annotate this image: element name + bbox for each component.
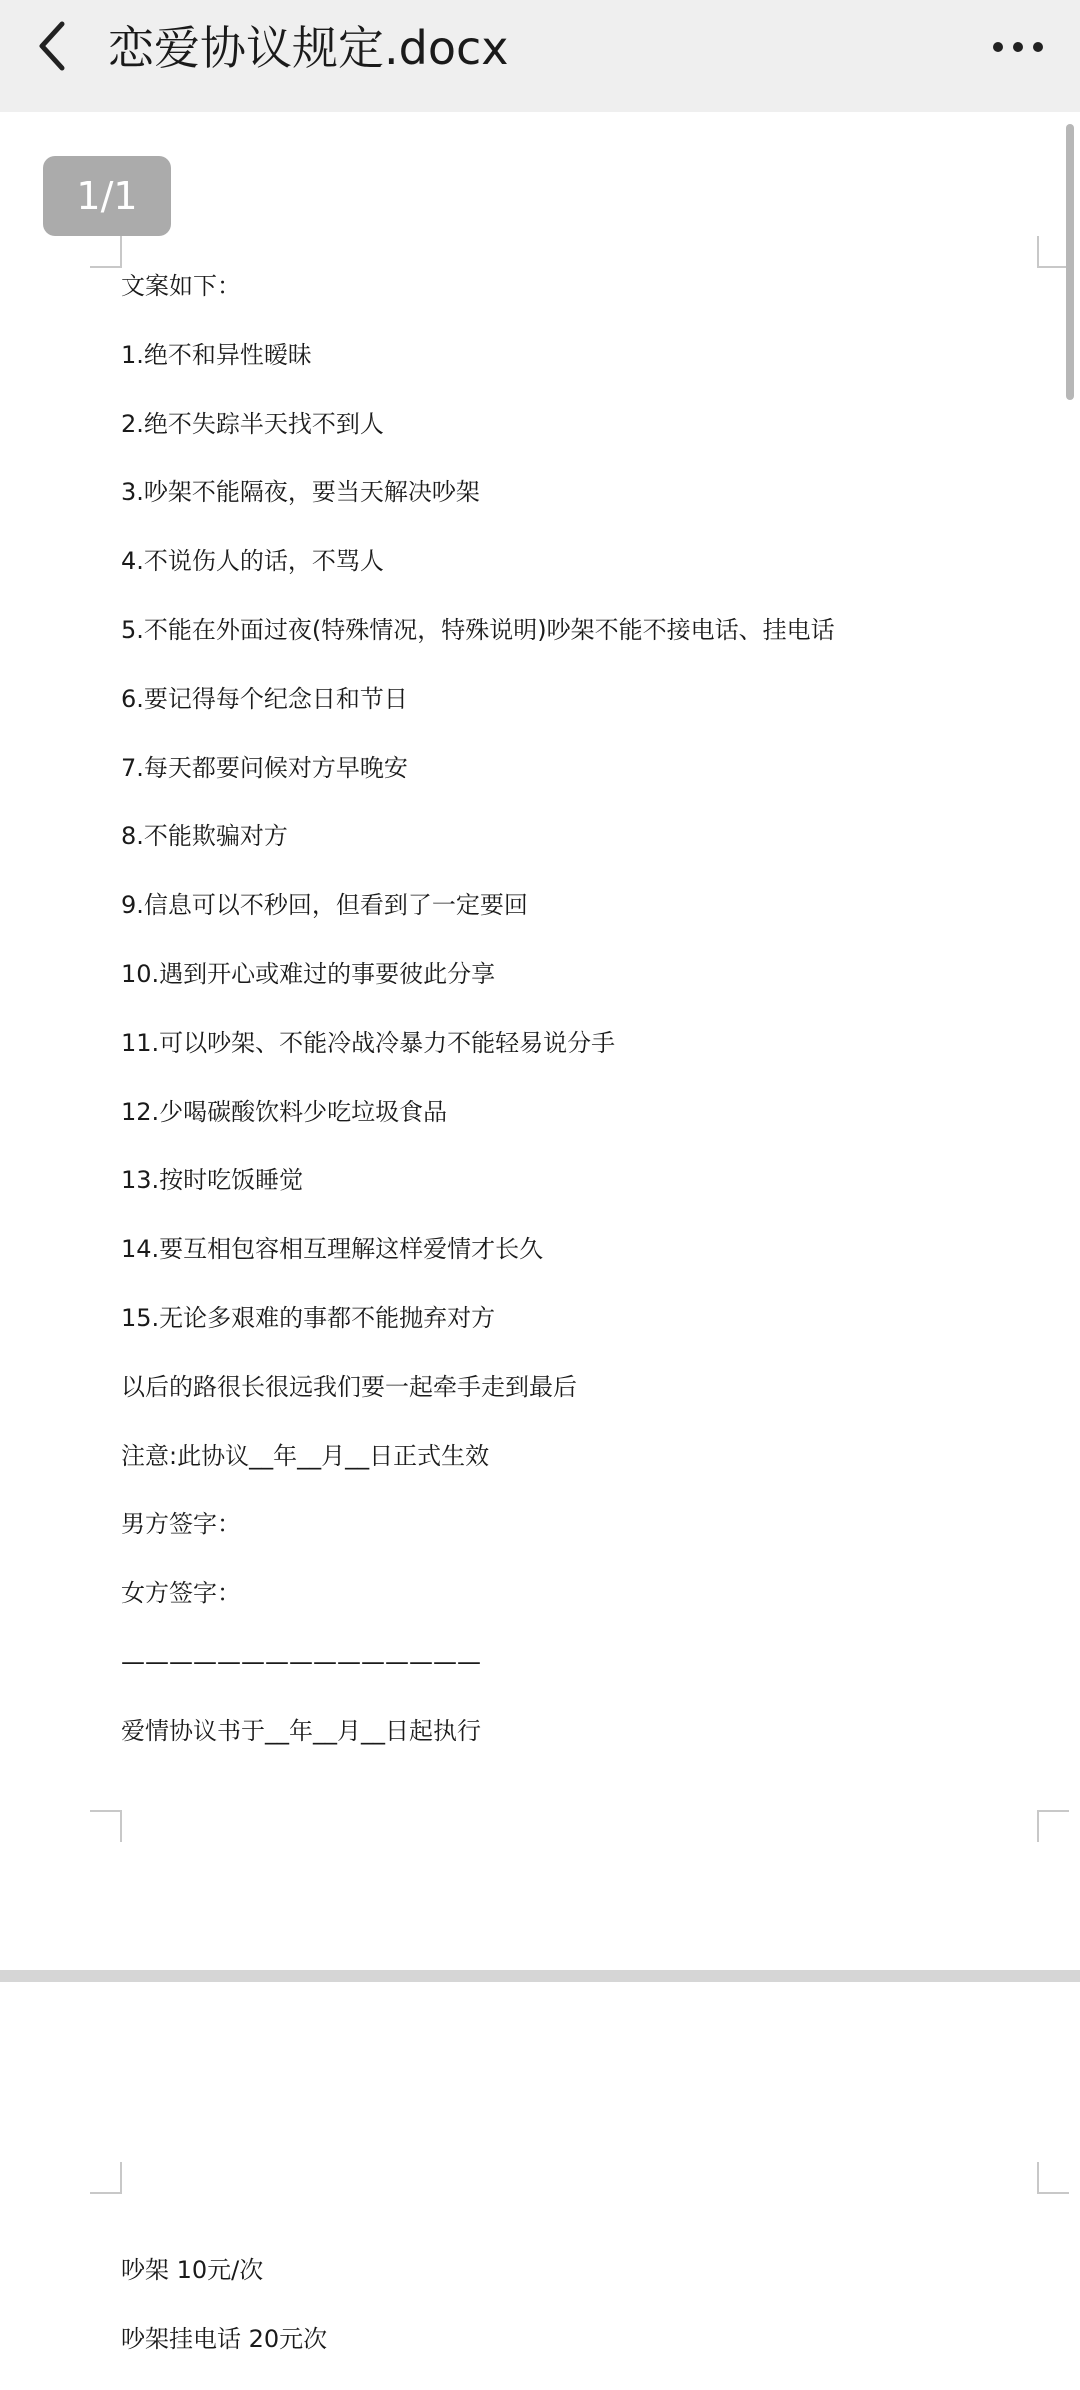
document-line: 14.要互相包容相互理解这样爱情才长久	[121, 1235, 544, 1264]
more-options-button[interactable]	[986, 22, 1050, 72]
document-line: 3.吵架不能隔夜，要当天解决吵架	[121, 478, 480, 507]
document-body	[121, 2252, 327, 2390]
document-line: 以后的路很长很远我们要一起牵手走到最后	[121, 1372, 577, 1401]
document-line: 12.少喝碳酸饮料少吃垃圾食品	[121, 1097, 448, 1126]
document-viewer[interactable]	[0, 112, 1080, 2353]
document-line: 吵架挂电话 20元次	[121, 2324, 328, 2353]
document-body	[121, 268, 835, 1782]
page-corner-mark	[90, 2162, 122, 2194]
scrollbar-thumb[interactable]	[1066, 124, 1074, 400]
document-line: 爱情协议书于__年__月__日起执行	[121, 1716, 481, 1745]
page-indicator: 1/1	[43, 156, 171, 236]
document-line: 2.绝不失踪半天找不到人	[121, 409, 384, 438]
document-line: 8.不能欺骗对方	[121, 822, 288, 851]
document-line: 5.不能在外面过夜(特殊情况，特殊说明)吵架不能不接电话、挂电话	[121, 615, 835, 644]
document-line: 1.绝不和异性暧昧	[121, 340, 312, 369]
document-line: 4.不说伤人的话，不骂人	[121, 547, 384, 576]
back-button[interactable]	[22, 14, 86, 78]
document-line: 10.遇到开心或难过的事要彼此分享	[121, 959, 496, 988]
document-line: 吵架 10元/次	[121, 2256, 264, 2284]
document-line: ———————————————	[121, 1647, 481, 1676]
document-line: 15.无论多艰难的事都不能抛弃对方	[121, 1303, 496, 1332]
document-page	[0, 1982, 1080, 2353]
document-line: 注意:此协议__年__月__日正式生效	[121, 1441, 490, 1470]
chevron-left-icon	[22, 14, 86, 78]
document-line: 男方签字：	[121, 1510, 241, 1539]
document-line: 6.要记得每个纪念日和节日	[121, 684, 408, 713]
document-line: 文案如下：	[121, 272, 241, 300]
page-corner-mark	[90, 236, 122, 268]
page-corner-mark	[1037, 1810, 1069, 1842]
app-header	[0, 0, 1080, 112]
page-separator	[0, 1970, 1080, 1982]
document-line: 11.可以吵架、不能冷战冷暴力不能轻易说分手	[121, 1028, 616, 1057]
page-corner-mark	[90, 1810, 122, 1842]
more-horizontal-icon	[986, 22, 1050, 72]
document-line: 7.每天都要问候对方早晚安	[121, 753, 408, 782]
document-title: 恋爱协议规定.docx	[108, 21, 509, 75]
document-line: 9.信息可以不秒回，但看到了一定要回	[121, 891, 528, 920]
document-line: 13.按时吃饭睡觉	[121, 1166, 304, 1195]
page-corner-mark	[1037, 2162, 1069, 2194]
page-corner-mark	[1037, 236, 1069, 268]
document-page	[0, 112, 1080, 1970]
document-line: 女方签字：	[121, 1579, 241, 1608]
